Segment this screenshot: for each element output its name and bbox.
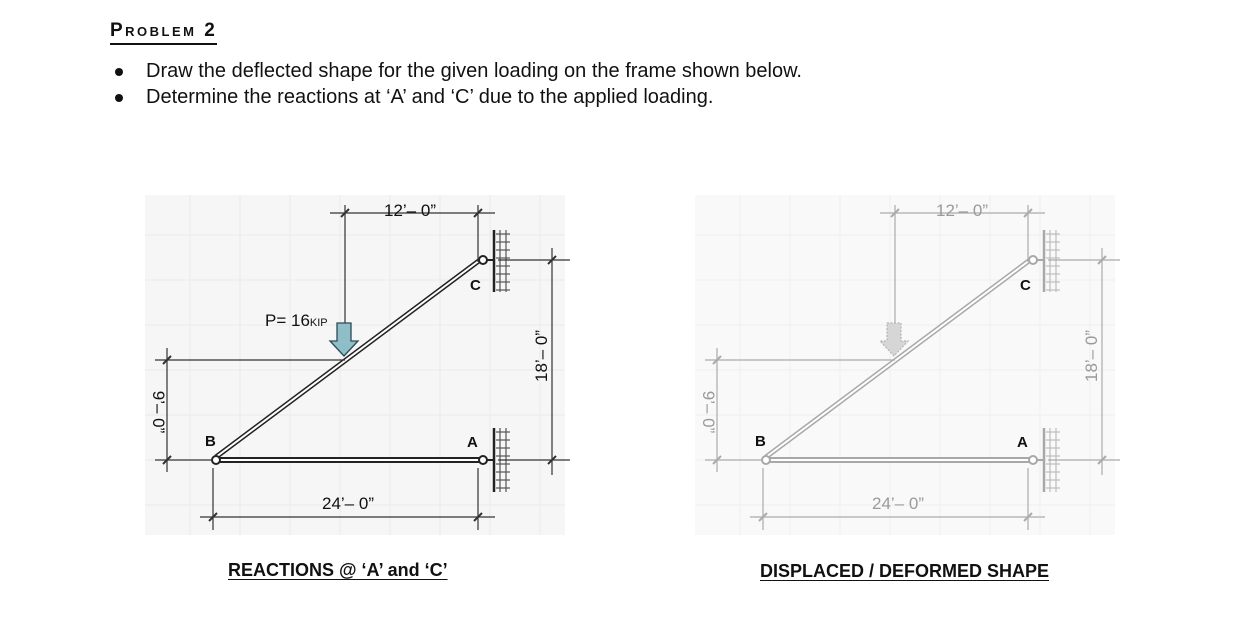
reactions-caption: REACTIONS @ ‘A’ and ‘C’ — [228, 560, 448, 580]
node-c-label: C — [470, 277, 481, 294]
joint-b — [762, 456, 770, 464]
left-dimension-label: 9’– 0” — [149, 390, 168, 434]
left-dimension-label: 9’– 0” — [699, 390, 718, 434]
right-diagram — [695, 195, 1120, 535]
bottom-dimension-label: 24’– 0” — [322, 494, 374, 513]
problem-title: Problem 2 — [110, 20, 217, 45]
node-c-label: C — [1020, 277, 1031, 294]
right-dimension-label: 18’– 0” — [532, 330, 551, 382]
deformed-shape-caption: DISPLACED / DEFORMED SHAPE — [760, 561, 1050, 581]
node-b-label: B — [205, 433, 216, 450]
bottom-dimension-label: 24’– 0” — [872, 494, 924, 513]
grid-background — [695, 195, 1115, 535]
node-a-label: A — [1017, 434, 1028, 451]
right-dimension-label: 18’– 0” — [1082, 330, 1101, 382]
instruction-item: Draw the deflected shape for the given loading on the frame shown below. — [112, 58, 802, 84]
top-dimension-label: 12’– 0” — [936, 201, 988, 220]
instruction-item: Determine the reactions at ‘A’ and ‘C’ due to the applied loading. — [112, 84, 802, 110]
node-a-label: A — [467, 434, 478, 451]
load-label: P= 16KIP — [265, 311, 328, 330]
joint-b — [212, 456, 220, 464]
grid-background — [145, 195, 565, 535]
top-dimension-label: 12’– 0” — [384, 201, 436, 220]
node-b-label: B — [755, 433, 766, 450]
left-diagram — [145, 195, 570, 535]
